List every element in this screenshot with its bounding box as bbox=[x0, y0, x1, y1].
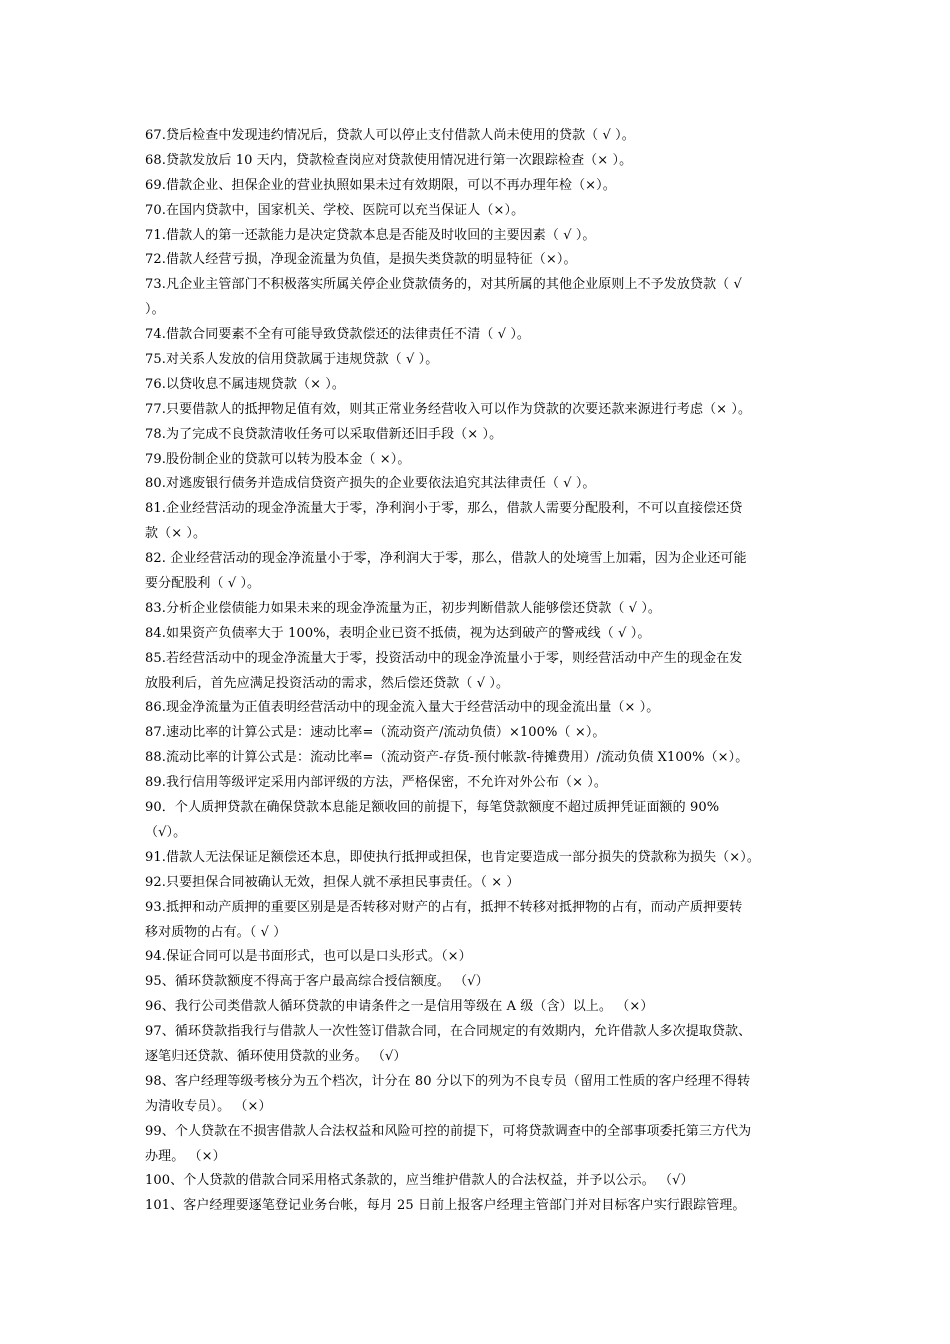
text-line: 88.流动比率的计算公式是：流动比率=（流动资产-存货-预付帐款-待摊费用）/流动负债 X100%（×）。 bbox=[145, 750, 749, 766]
text-line: 70.在国内贷款中，国家机关、学校、医院可以充当保证人（×）。 bbox=[145, 202, 525, 218]
text-line: 97、循环贷款指我行与借款人一次性签订借款合同，在合同规定的有效期内，允许借款人多次提取贷款、 bbox=[145, 1024, 752, 1040]
text-line: 95、循环贷款额度不得高于客户最高综合授信额度。 （√） bbox=[145, 974, 489, 990]
text-line: 93.抵押和动产质押的重要区别是是否转移对财产的占有，抵押不转移对抵押物的占有，而动产质押要转 bbox=[145, 899, 743, 915]
text-line: 67.贷后检查中发现违约情况后，贷款人可以停止支付借款人尚未使用的贷款（ √ ）。 bbox=[145, 128, 635, 143]
text-line: 81.企业经营活动的现金净流量大于零，净利润小于零，那么，借款人需要分配股利，不可以直接偿还贷 bbox=[145, 501, 743, 517]
text-line: （√）。 bbox=[145, 824, 187, 840]
text-line: 68.贷款发放后 10 天内，贷款检查岗应对贷款使用情况进行第一次跟踪检查（× ）。 bbox=[145, 152, 633, 168]
text-line: 92.只要担保合同被确认无效，担保人就不承担民事责任。（ × ） bbox=[145, 874, 520, 890]
text-line: 101、客户经理要逐笔登记业务台帐，每月 25 日前上报客户经理主管部门并对目标客户实行跟踪管理。 bbox=[145, 1198, 746, 1214]
text-line: 74.借款合同要素不全有可能导致贷款偿还的法律责任不清（ √ ）。 bbox=[145, 327, 531, 343]
text-line: 96、我行公司类借款人循环贷款的申请条件之一是信用等级在 A 级（含）以上。 （×） bbox=[145, 999, 654, 1015]
text-line: 89.我行信用等级评定采用内部评级的方法，严格保密，不允许对外公布（× ）。 bbox=[145, 775, 607, 791]
document-body bbox=[145, 124, 813, 1219]
text-line: 94.保证合同可以是书面形式，也可以是口头形式。（×） bbox=[145, 949, 472, 965]
text-line: 98、客户经理等级考核分为五个档次，计分在 80 分以下的列为不良专员（留用工性质的客户经理不得转 bbox=[145, 1073, 751, 1089]
text-line: 移对质物的占有。（ √ ） bbox=[145, 924, 287, 940]
text-line: 逐笔归还贷款、循环使用贷款的业务。 （√） bbox=[145, 1048, 407, 1064]
text-line: 83.分析企业偿债能力如果未来的现金净流量为正，初步判断借款人能够偿还贷款（ √ ）。 bbox=[145, 600, 662, 616]
text-line: 78.为了完成不良贷款清收任务可以采取借新还旧手段（× ）。 bbox=[145, 426, 503, 442]
text-line: 80.对逃废银行债务并造成信贷资产损失的企业要依法追究其法律责任（ √ ）。 bbox=[145, 476, 596, 492]
text-line: 76.以贷收息不属违规贷款（× ）。 bbox=[145, 376, 345, 392]
text-line: 87.速动比率的计算公式是：速动比率=（流动资产/流动负债）×100%（ ×）。 bbox=[145, 725, 606, 741]
text-line: 72.借款人经营亏损，净现金流量为负值，是损失类贷款的明显特征（×）。 bbox=[145, 252, 577, 268]
text-line: 91.借款人无法保证足额偿还本息，即使执行抵押或担保，也肯定要造成一部分损失的贷款称为损失（×）。 bbox=[145, 849, 760, 865]
text-line: 办理。 （×） bbox=[145, 1148, 226, 1164]
text-line: 86.现金净流量为正值表明经营活动中的现金流入量大于经营活动中的现金流出量（× ）。 bbox=[145, 700, 660, 716]
text-line: ）。 bbox=[145, 302, 165, 318]
text-line: 73.凡企业主管部门不积极落实所属关停企业贷款债务的，对其所属的其他企业原则上不予发放贷款（ √ bbox=[145, 277, 742, 293]
text-line: 71.借款人的第一还款能力是决定贷款本息是否能及时收回的主要因素（ √ ）。 bbox=[145, 227, 596, 243]
text-line: 75.对关系人发放的信用贷款属于违规贷款（ √ ）。 bbox=[145, 352, 439, 368]
text-line: 99、个人贷款在不损害借款人合法权益和风险可控的前提下，可将贷款调查中的全部事项委托第三方代为 bbox=[145, 1123, 752, 1139]
text-line: 77.只要借款人的抵押物足值有效，则其正常业务经营收入可以作为贷款的次要还款来源进行考虑（× ）。 bbox=[145, 401, 752, 417]
text-line: 100、个人贷款的借款合同采用格式条款的，应当维护借款人的合法权益，并予以公示。 （√） bbox=[145, 1173, 694, 1189]
text-line: 82. 企业经营活动的现金净流量小于零，净利润大于零，那么，借款人的处境雪上加霜，因为企业还可能 bbox=[145, 551, 747, 567]
text-line: 为清收专员）。 （×） bbox=[145, 1098, 272, 1114]
text-line: 84.如果资产负债率大于 100%，表明企业已资不抵债，视为达到破产的警戒线（ √ ）。 bbox=[145, 625, 651, 641]
text-line: 放股利后，首先应满足投资活动的需求，然后偿还贷款（ √ ）。 bbox=[145, 675, 510, 691]
text-line: 85.若经营活动中的现金净流量大于零，投资活动中的现金净流量小于零，则经营活动中产生的现金在发 bbox=[145, 650, 743, 666]
text-line: 要分配股利（ √ ）。 bbox=[145, 576, 261, 592]
text-line: 79.股份制企业的贷款可以转为股本金（ ×）。 bbox=[145, 451, 411, 467]
text-line: 款（× ）。 bbox=[145, 526, 207, 542]
text-line: 69.借款企业、担保企业的营业执照如果未过有效期限，可以不再办理年检（×）。 bbox=[145, 177, 616, 193]
text-line: 90．个人质押贷款在确保贷款本息能足额收回的前提下，每笔贷款额度不超过质押凭证面额的 90% bbox=[145, 800, 720, 816]
